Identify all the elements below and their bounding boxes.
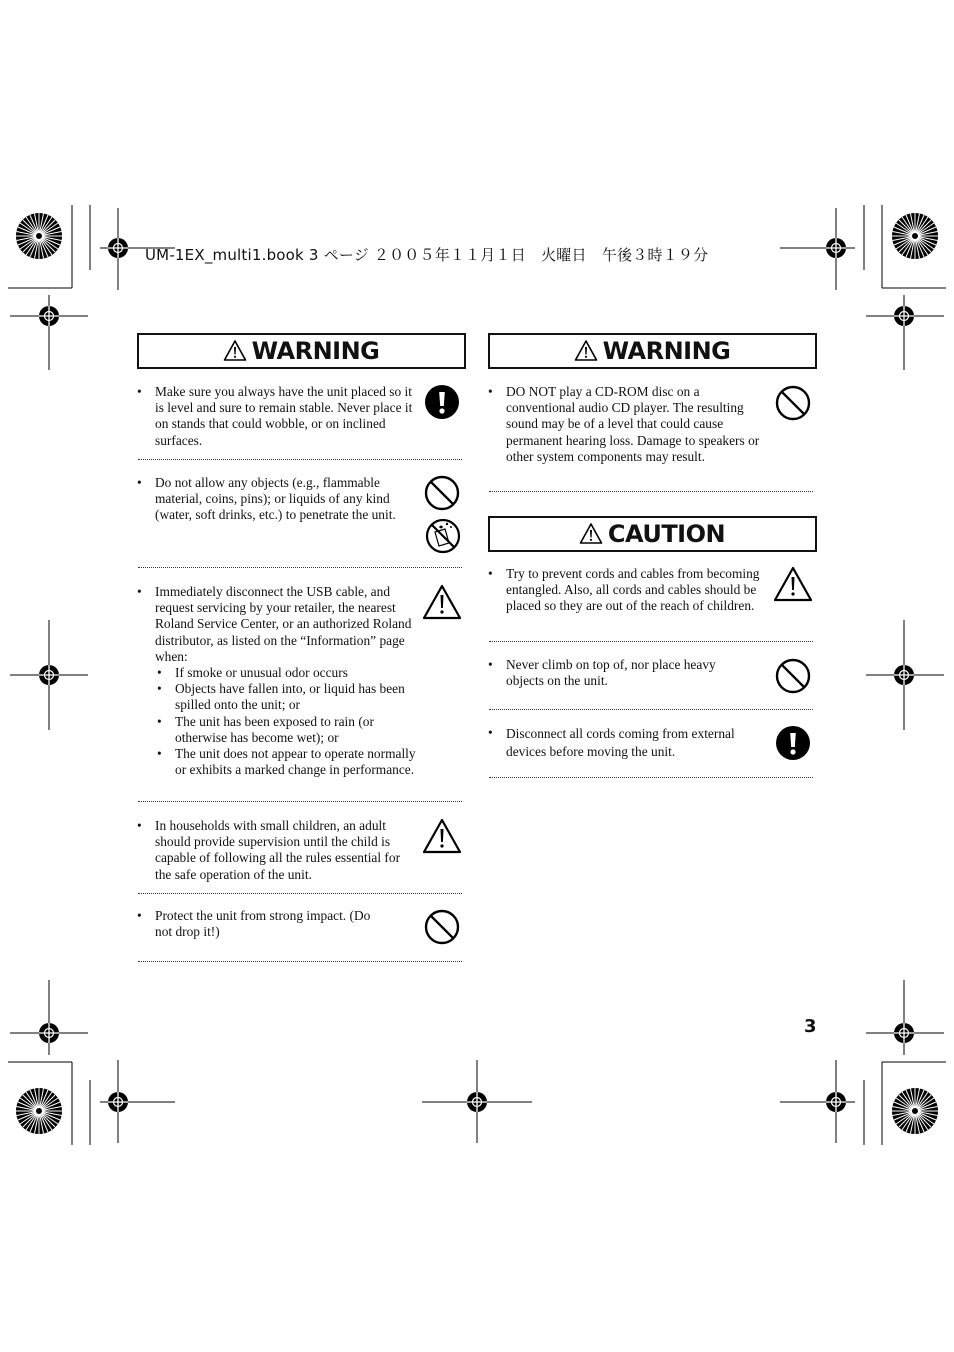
sub-item: • Objects have fallen into, or liquid has been spilled onto the unit; or — [157, 681, 405, 713]
prohibition-icon — [425, 910, 459, 944]
page-number: 3 — [804, 1016, 817, 1037]
divider — [489, 491, 813, 492]
warning-triangle-icon — [580, 523, 604, 545]
sub-item: • The unit has been exposed to rain (or otherwise has become wet); or — [157, 713, 374, 745]
divider — [489, 709, 813, 710]
item-text: Do not allow any objects (e.g., flammable material, coins, pins); or liquids of any kind (water, soft drinks, etc.) to penetrate the unit. — [155, 475, 396, 523]
exclamation-icon — [425, 385, 459, 419]
file-info-header: UM-1EX_multi1.book 3 ページ ２００５年１１月１日 火曜日 午後３時１９分 — [145, 246, 709, 264]
divider — [138, 961, 462, 962]
warning-triangle-icon — [224, 340, 248, 362]
item-text: In households with small children, an adult should provide supervision until the child is capable of following all the rules essential for the safe operation of the unit. — [155, 818, 401, 882]
right-warning-heading — [488, 333, 817, 369]
heading-text: WARNING — [251, 337, 380, 365]
right-caution-heading — [488, 516, 817, 552]
no-liquids-icon — [425, 518, 461, 554]
item-text: DO NOT play a CD-ROM disc on a conventional audio CD player. The resulting sound may be of a level that could cause permanent hearing loss. Damage to speakers or other system components may result. — [506, 384, 760, 464]
item-text: Make sure you always have the unit placed so it is level and sure to remain stable. Never place it on stands that could wobble, or on inclined surfaces. — [155, 384, 413, 448]
heading-text: WARNING — [602, 337, 731, 365]
divider — [138, 567, 462, 568]
prohibition-icon — [776, 659, 810, 693]
divider — [138, 801, 462, 802]
divider — [138, 893, 462, 894]
left-warning-heading — [137, 333, 466, 369]
heading-text: CAUTION — [607, 520, 726, 548]
divider — [138, 459, 462, 460]
item-text: Try to prevent cords and cables from becoming entangled. Also, all cords and cables should be placed so they are out of the reach of children. — [506, 566, 760, 614]
divider — [489, 777, 813, 778]
exclamation-icon — [776, 726, 810, 760]
item-text: Never climb on top of, nor place heavy objects on the unit. — [506, 657, 716, 689]
item-text: Protect the unit from strong impact. (Do not drop it!) — [155, 908, 371, 940]
warning-triangle-icon — [423, 818, 461, 854]
prohibition-icon — [776, 386, 810, 420]
sub-item: • The unit does not appear to operate normally or exhibits a marked change in performance. — [157, 746, 416, 778]
sub-item: • If smoke or unusual odor occurs — [157, 665, 348, 681]
prohibition-icon — [425, 476, 459, 510]
divider — [489, 641, 813, 642]
warning-triangle-icon — [575, 340, 599, 362]
warning-triangle-icon — [774, 566, 812, 602]
item-text: Disconnect all cords coming from external devices before moving the unit. — [506, 726, 735, 759]
item-text: Immediately disconnect the USB cable, and request servicing by your retailer, the nearest Roland Service Center, or an authorized Roland distributor, as listed on the “Information” page when: — [155, 584, 412, 664]
warning-triangle-icon — [423, 584, 461, 620]
